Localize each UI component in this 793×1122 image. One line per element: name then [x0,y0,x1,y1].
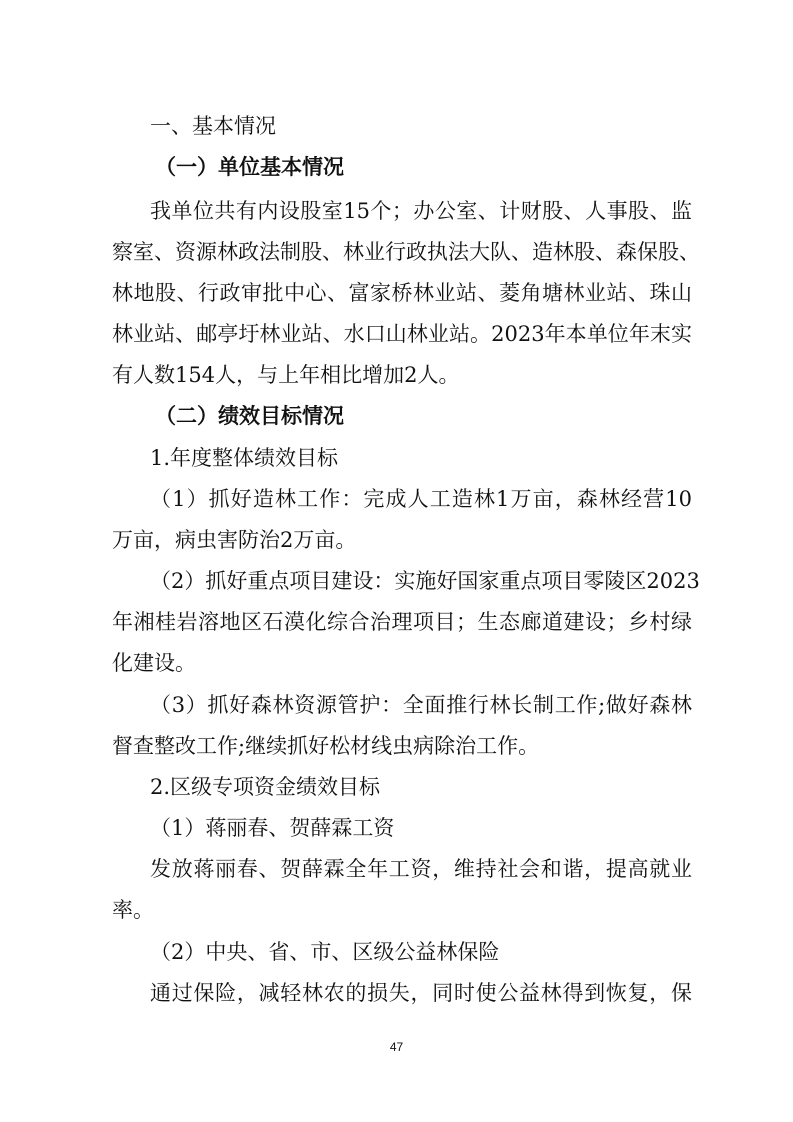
goal-1-title: 1.年度整体绩效目标 [150,446,339,470]
paragraph-line: 有人数154人，与上年相比增加2人。 [112,363,460,387]
paragraph-line: 年湘桂岩溶地区石漠化综合治理项目；生态廊道建设；乡村绿 [112,610,692,634]
subsection-1-title: （一）单位基本情况 [155,155,344,179]
paragraph-line: 林业站、邮亭圩林业站、水口山林业站。2023年本单位年末实 [112,322,692,346]
paragraph-line: 化建设。 [112,651,196,675]
paragraph-line: 发放蒋丽春、贺薛霖全年工资，维持社会和谐，提高就业 [150,857,692,881]
page-number: 47 [389,1040,404,1054]
subsection-2-title: （二）绩效目标情况 [155,404,344,428]
paragraph-line: 万亩，病虫害防治2万亩。 [112,528,357,552]
paragraph-line: 通过保险，减轻林农的损失，同时使公益林得到恢复，保 [150,981,692,1005]
paragraph-line: （3）抓好森林资源管护：全面推行林长制工作;做好森林 [150,693,692,717]
paragraph-line: 我单位共有内设股室15个；办公室、计财股、人事股、监 [150,199,692,223]
paragraph-line: （1）抓好造林工作：完成人工造林1万亩，森林经营10 [150,487,692,511]
sub-item-2-title: （2）中央、省、市、区级公益林保险 [150,940,500,964]
paragraph-line: 督查整改工作;继续抓好松材线虫病除治工作。 [112,734,540,758]
goal-2-title: 2.区级专项资金绩效目标 [150,775,381,799]
section-title: 一、基本情况 [150,114,276,138]
paragraph-line: 率。 [112,898,154,922]
paragraph-line: （2）抓好重点项目建设：实施好国家重点项目零陵区2023 [150,569,700,593]
paragraph-line: 林地股、行政审批中心、富家桥林业站、菱角塘林业站、珠山 [112,281,692,305]
paragraph-line: 察室、资源林政法制股、林业行政执法大队、造林股、森保股、 [112,240,700,264]
sub-item-1-title: （1）蒋丽春、贺薛霖工资 [150,816,395,840]
